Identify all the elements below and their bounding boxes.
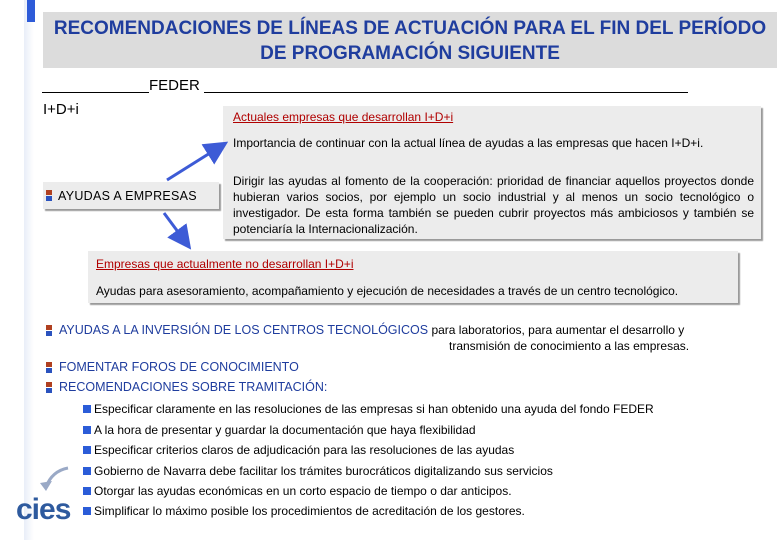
tramitacion-item: Gobierno de Navarra debe facilitar los trámites burocráticos digitalizando sus servicios	[94, 464, 553, 478]
no-desarrollan-text: Ayudas para asesoramiento, acompañamiento y ejecución de necesidades a través de un centro tecnológico.	[96, 284, 679, 298]
tramitacion-item: Especificar criterios claros de adjudicación para las resoluciones de las ayudas	[94, 443, 515, 457]
square-bullet-icon	[83, 507, 91, 515]
arrows-icon	[150, 135, 240, 250]
inversion-text	[59, 322, 759, 338]
square-bullet-icon	[83, 487, 91, 495]
tramitacion-item: Otorgar las ayudas económicas en un corto espacio de tiempo o dar anticipos.	[94, 484, 512, 498]
dirigir-rest: : prioridad de financiar aquellos proyectos donde hubieran varios socios, por ejemplo un socio industrial y al menos un socio tecnológico o investigador. De esta forma también se pueden cubrir proyectos más ambiciosos y también se potenciaría la Internacionalización.	[233, 174, 755, 236]
tramitacion-item: A la hora de presentar y guardar la documentación que haya flexibilidad	[94, 423, 476, 437]
left-decorative-bar	[24, 0, 34, 540]
inversion-rest-1: para laboratorios, para aumentar el desarrollo y	[431, 323, 685, 337]
inversion-rest-2: transmisión de conocimiento a las empresas.	[449, 339, 690, 353]
feder-label: FEDER	[149, 77, 200, 94]
arrow-swoosh-icon	[34, 465, 74, 495]
left-accent-block	[27, 0, 35, 22]
bullet-icon	[46, 325, 52, 336]
actuales-heading: Actuales empresas que desarrollan I+D+i	[233, 110, 454, 124]
tramitacion-heading: RECOMENDACIONES SOBRE TRAMITACIÓN:	[59, 380, 328, 394]
square-bullet-icon	[83, 405, 91, 413]
no-desarrollan-heading: Empresas que actualmente no desarrollan I+D+i	[96, 257, 354, 271]
idi-label: I+D+i	[43, 101, 79, 118]
bullet-icon	[46, 362, 52, 373]
importancia-text: Importancia de continuar con la actual línea de ayudas a las empresas que hacen I+D+i.	[233, 136, 704, 150]
square-bullet-icon	[83, 467, 91, 475]
inversion-lead: AYUDAS A LA INVERSIÓN DE LOS CENTROS TECNOLÓGICOS	[59, 323, 429, 337]
square-bullet-icon	[83, 426, 91, 434]
dirigir-text	[233, 173, 754, 237]
ayudas-empresas-label: AYUDAS A EMPRESAS	[58, 189, 197, 203]
bullet-icon	[46, 190, 52, 201]
dirigir-lead: Dirigir las ayudas al fomento de la cooperación	[233, 174, 490, 188]
cies-logo	[16, 465, 84, 527]
tramitacion-item: Simplificar lo máximo posible los procedimientos de acreditación de los gestores.	[94, 504, 525, 518]
logo-text: cies	[16, 493, 71, 526]
tramitacion-item: Especificar claramente en las resoluciones de las empresas si han obtenido una ayuda del fondo FEDER	[94, 402, 654, 416]
foros-text: FOMENTAR FOROS DE CONOCIMIENTO	[59, 360, 299, 374]
bullet-icon	[46, 382, 52, 393]
page-title: RECOMENDACIONES DE LÍNEAS DE ACTUACIÓN PARA EL FIN DEL PERÍODO DE PROGRAMACIÓN SIGUIENTE	[53, 18, 767, 64]
feder-divider	[42, 78, 688, 95]
square-bullet-icon	[83, 446, 91, 454]
